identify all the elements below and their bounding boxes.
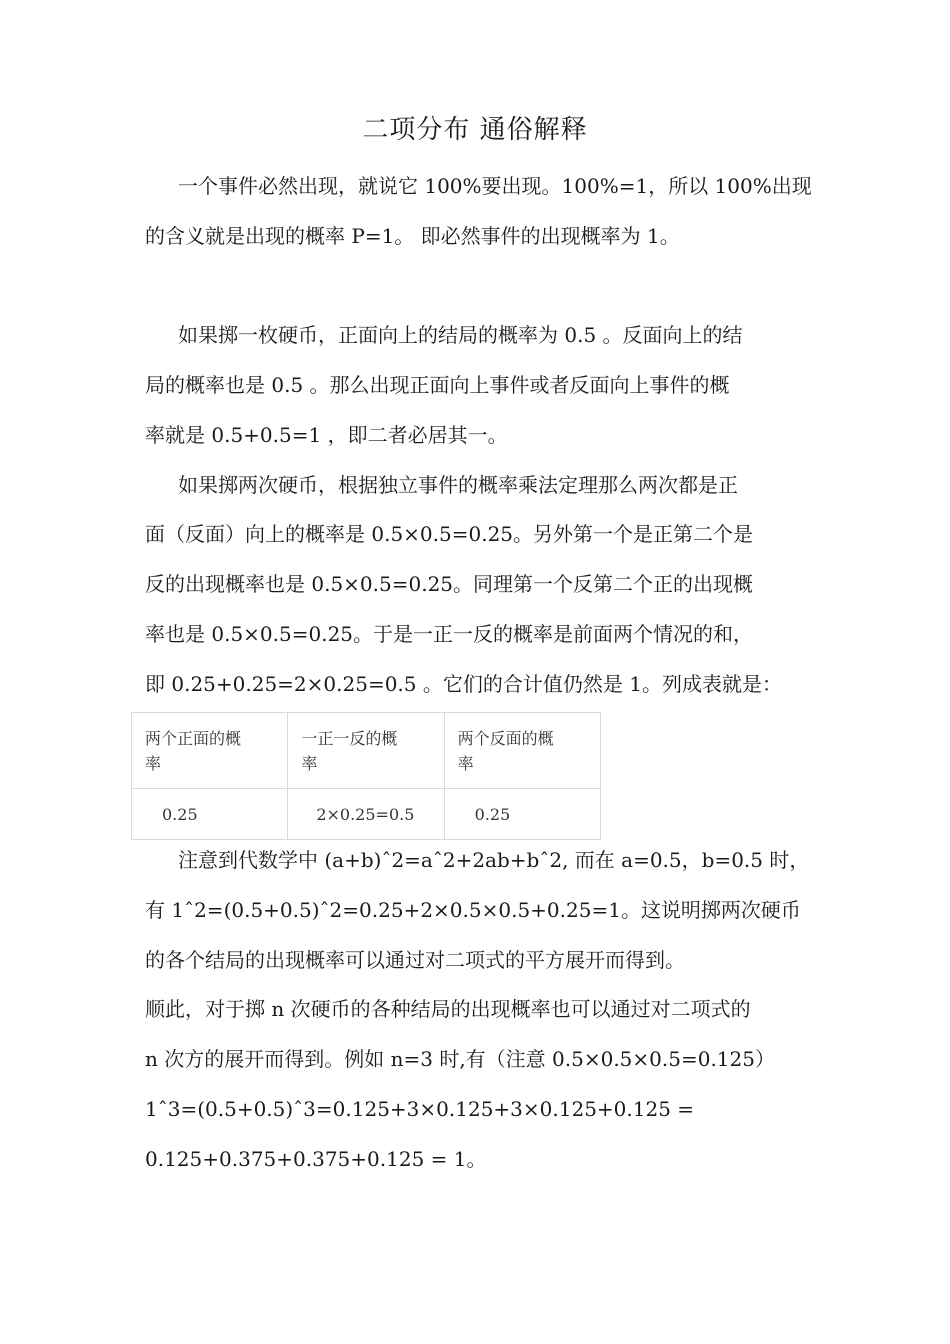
text-line: 1ˆ3=(0.5+0.5)ˆ3=0.125+3×0.125+3×0.125+0.125 = (145, 1097, 695, 1121)
table-header-cell: 两个反面的概 率 (444, 713, 600, 789)
text-line: 率也是 0.5×0.5=0.25。于是一正一反的概率是前面两个情况的和， (145, 622, 754, 646)
document-title: 二项分布 通俗解释 (362, 115, 588, 145)
table-cell: 0.25 (132, 789, 288, 840)
table-cell: 0.25 (444, 789, 600, 840)
text-line: 率就是 0.5+0.5=1 ，即二者必居其一。 (145, 423, 508, 447)
table-header-cell: 一正一反的概 率 (288, 713, 444, 789)
table-cell: 2×0.25=0.5 (288, 789, 444, 840)
text-line: 的含义就是出现的概率 P=1。 即必然事件的出现概率为 1。 (145, 224, 680, 248)
text-line: 一个事件必然出现，就说它 100%要出现。100%=1，所以 100%出现 (178, 174, 812, 198)
table-row (132, 789, 601, 840)
text-line: 反的出现概率也是 0.5×0.5=0.25。同理第一个反第二个正的出现概 (145, 572, 754, 596)
text-line: 局的概率也是 0.5 。那么出现正面向上事件或者反面向上事件的概 (145, 373, 730, 397)
text-line: 面（反面）向上的概率是 0.5×0.5=0.25。另外第一个是正第二个是 (145, 522, 754, 546)
text-line: n 次方的展开而得到。例如 n=3 时,有（注意 0.5×0.5×0.5=0.125） (145, 1047, 775, 1071)
text-line: 顺此，对于掷 n 次硬币的各种结局的出现概率也可以通过对二项式的 (145, 997, 751, 1021)
text-line: 如果掷两次硬币，根据独立事件的概率乘法定理那么两次都是正 (178, 473, 738, 497)
table-header-cell: 两个正面的概 率 (132, 713, 288, 789)
text-line: 0.125+0.375+0.375+0.125 = 1。 (145, 1147, 487, 1171)
text-line: 即 0.25+0.25=2×0.25=0.5 。它们的合计值仍然是 1。列成表就是： (145, 672, 782, 696)
probability-table (131, 712, 601, 840)
text-line: 注意到代数学中 (a+b)ˆ2=aˆ2+2ab+bˆ2, 而在 a=0.5，b=0.5 时， (178, 848, 810, 872)
table-header-row (132, 713, 601, 789)
text-line: 有 1ˆ2=(0.5+0.5)ˆ2=0.25+2×0.5×0.5+0.25=1。这说明掷两次硬币 (145, 898, 801, 922)
text-line: 的各个结局的出现概率可以通过对二项式的平方展开而得到。 (145, 948, 685, 972)
text-line: 如果掷一枚硬币，正面向上的结局的概率为 0.5 。反面向上的结 (178, 323, 743, 347)
